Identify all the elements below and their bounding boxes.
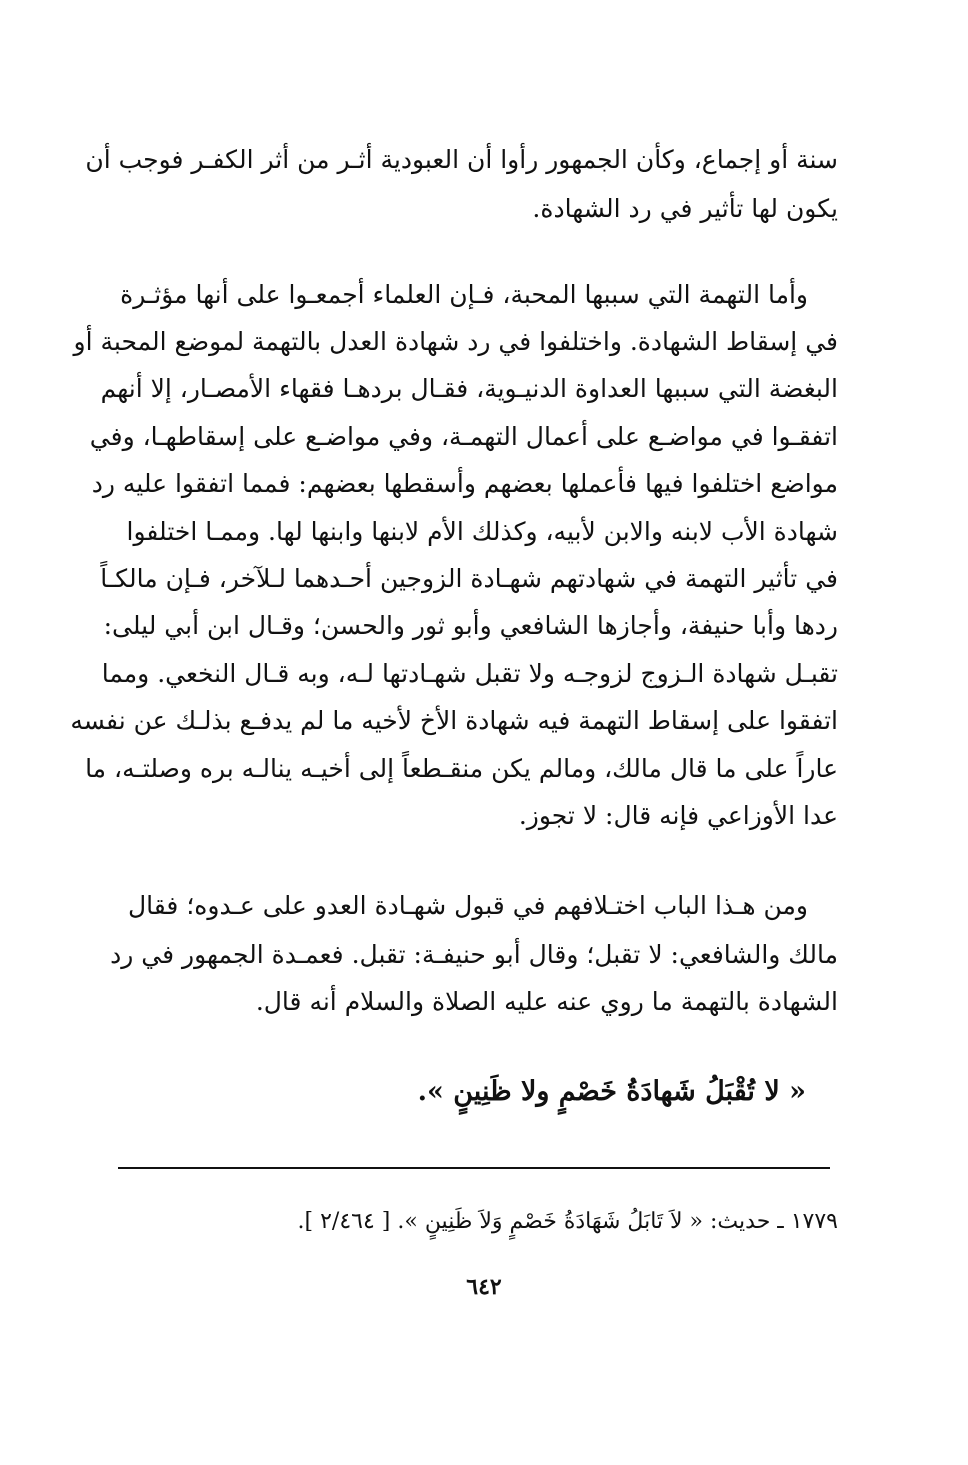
footnote: ١٧٧٩ ـ حديث: « لاَ تَابَلُ شَهَادَةُ خَصْمٍ وَلاَ ظَنِينٍ ». [ ٢/٤٦٤ ].: [297, 1209, 838, 1234]
text-line: ردها وأبا حنيفة، وأجازها الشافعي وأبو ثور والحسن؛ وقـال ابن أبي ليلى:: [103, 611, 838, 640]
text-line: في إسقاط الشهادة. واختلفوا في رد شهادة العدل بالتهمة لموضع المحبة أو: [73, 327, 838, 356]
text-line: البغضة التي سببها العداوة الدنيـوية، فقـال بردهـا فقهاء الأمصـار، إلا أنهم: [100, 374, 838, 403]
text-line: مالك والشافعي: لا تقبل؛ وقال أبو حنيفـة: تقبل. فعمـدة الجمهور في رد: [110, 940, 838, 969]
text-line: سنة أو إجماع، وكأن الجمهور رأوا أن العبودية أثـر من أثر الكفـر فوجب أن: [85, 145, 838, 174]
text-line: مواضع اختلفوا فيها فأعملها بعضهم وأسقطها بعضهم: فمما اتفقوا عليه رد: [91, 469, 838, 498]
text-line: عدا الأوزاعي فإنه قال: لا تجوز.: [518, 801, 838, 830]
text-line: تقبـل شهادة الـزوج لزوجـه ولا تقبل شهـادتها لـه، وبه قـال النخعي. ومما: [101, 659, 838, 688]
text-line: في تأثير التهمة في شهادتهم شهـادة الزوجين أحـدهما لـلآخر، فـإن مالكـاً: [100, 564, 838, 593]
text-line: وأما التهمة التي سببها المحبة، فـإن العلماء أجمعـوا على أنها مؤثـرة: [120, 280, 808, 309]
text-line: يكون لها تأثير في رد الشهادة.: [532, 194, 838, 223]
text-line: ومن هـذا الباب اختـلافهم في قبول شهـادة العدو على عـدوه؛ فقال: [128, 891, 808, 920]
text-line: اتفقـوا في مواضـع على أعمال التهمـة، وفي مواضـع على إسقاطهـا، وفي: [89, 422, 838, 451]
hadith-quote: « لا تُقْبَلُ شَهادَةُ خَصْمٍ ولا ظَنِينٍ ».: [417, 1076, 806, 1107]
text-line: الشهادة بالتهمة ما روي عنه عليه الصلاة والسلام أنه قال.: [255, 987, 838, 1016]
page-number: ٦٤٢: [466, 1274, 502, 1300]
footnote-divider: [118, 1167, 830, 1169]
text-line: عاراً على ما قال مالك، ومالم يكن منقـطعاً إلى أخيـه ينالـه بره وصلتـه، ما: [85, 754, 838, 783]
text-line: اتفقوا على إسقاط التهمة فيه شهادة الأخ لأخيه ما لم يدفـع بذلـك عن نفسه: [70, 706, 838, 735]
text-line: شهادة الأب لابنه والابن لأبيه، وكذلك الأم لابنها وابنها لها. وممـا اختلفوا: [126, 517, 838, 546]
